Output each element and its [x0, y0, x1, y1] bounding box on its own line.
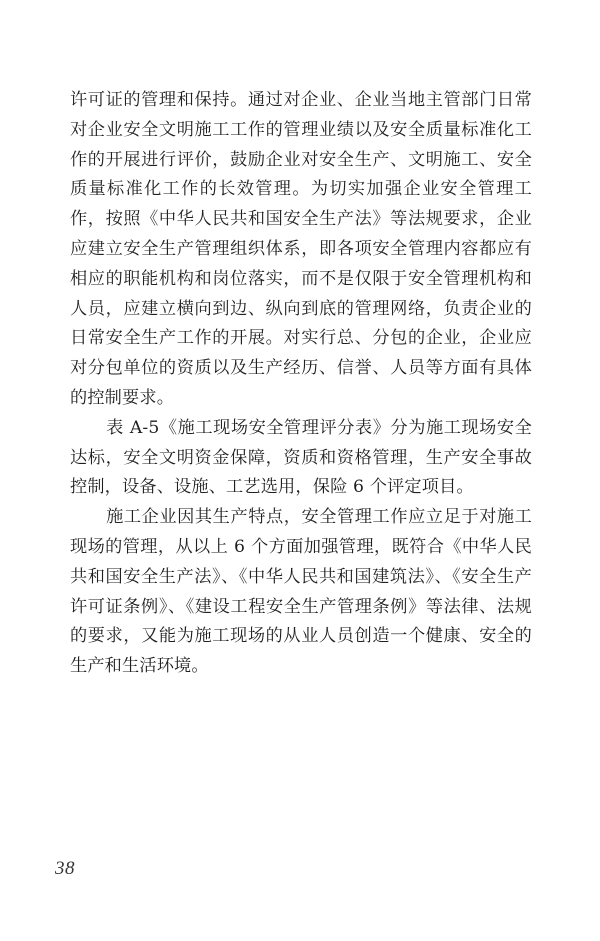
paragraph-continuation: 许可证的管理和保持。通过对企业、企业当地主管部门日常对企业安全文明施工工作的管理业绩以及安全质量标准化工作的开展进行评价，鼓励企业对安全生产、文明施工、安全质量标准化工作的长效管理。为切实加强企业安全管理工作，按照《中华人民共和国安全生产法》等法规要求，企业应建立安全生产管理组织体系，即各项安全管理内容都应有相应的职能机构和岗位落实，而不是仅限于安全管理机构和人员，应建立横向到边、纵向到底的管理网络，负责企业的日常安全生产工作的开展。对实行总、分包的企业，企业应对分包单位的资质以及生产经历、信誉、人员等方面有具体的控制要求。	[70, 90, 532, 408]
page-number: 38	[55, 858, 75, 879]
body-text	[70, 86, 532, 682]
paragraph-construction-enterprise: 施工企业因其生产特点，安全管理工作应立足于对施工现场的管理，从以上 6 个方面加强管理，既符合《中华人民共和国安全生产法》、《中华人民共和国建筑法》、《安全生产许可证条例》、《建设工程安全生产管理条例》等法律、法规的要求，又能为施工现场的从业人员创造一个健康、安全的生产和生活环境。	[70, 507, 532, 677]
paragraph-table-a5: 表 A-5《施工现场安全管理评分表》分为施工现场安全达标，安全文明资金保障，资质和资格管理，生产安全事故控制，设备、设施、工艺选用，保险 6 个评定项目。	[70, 417, 532, 498]
